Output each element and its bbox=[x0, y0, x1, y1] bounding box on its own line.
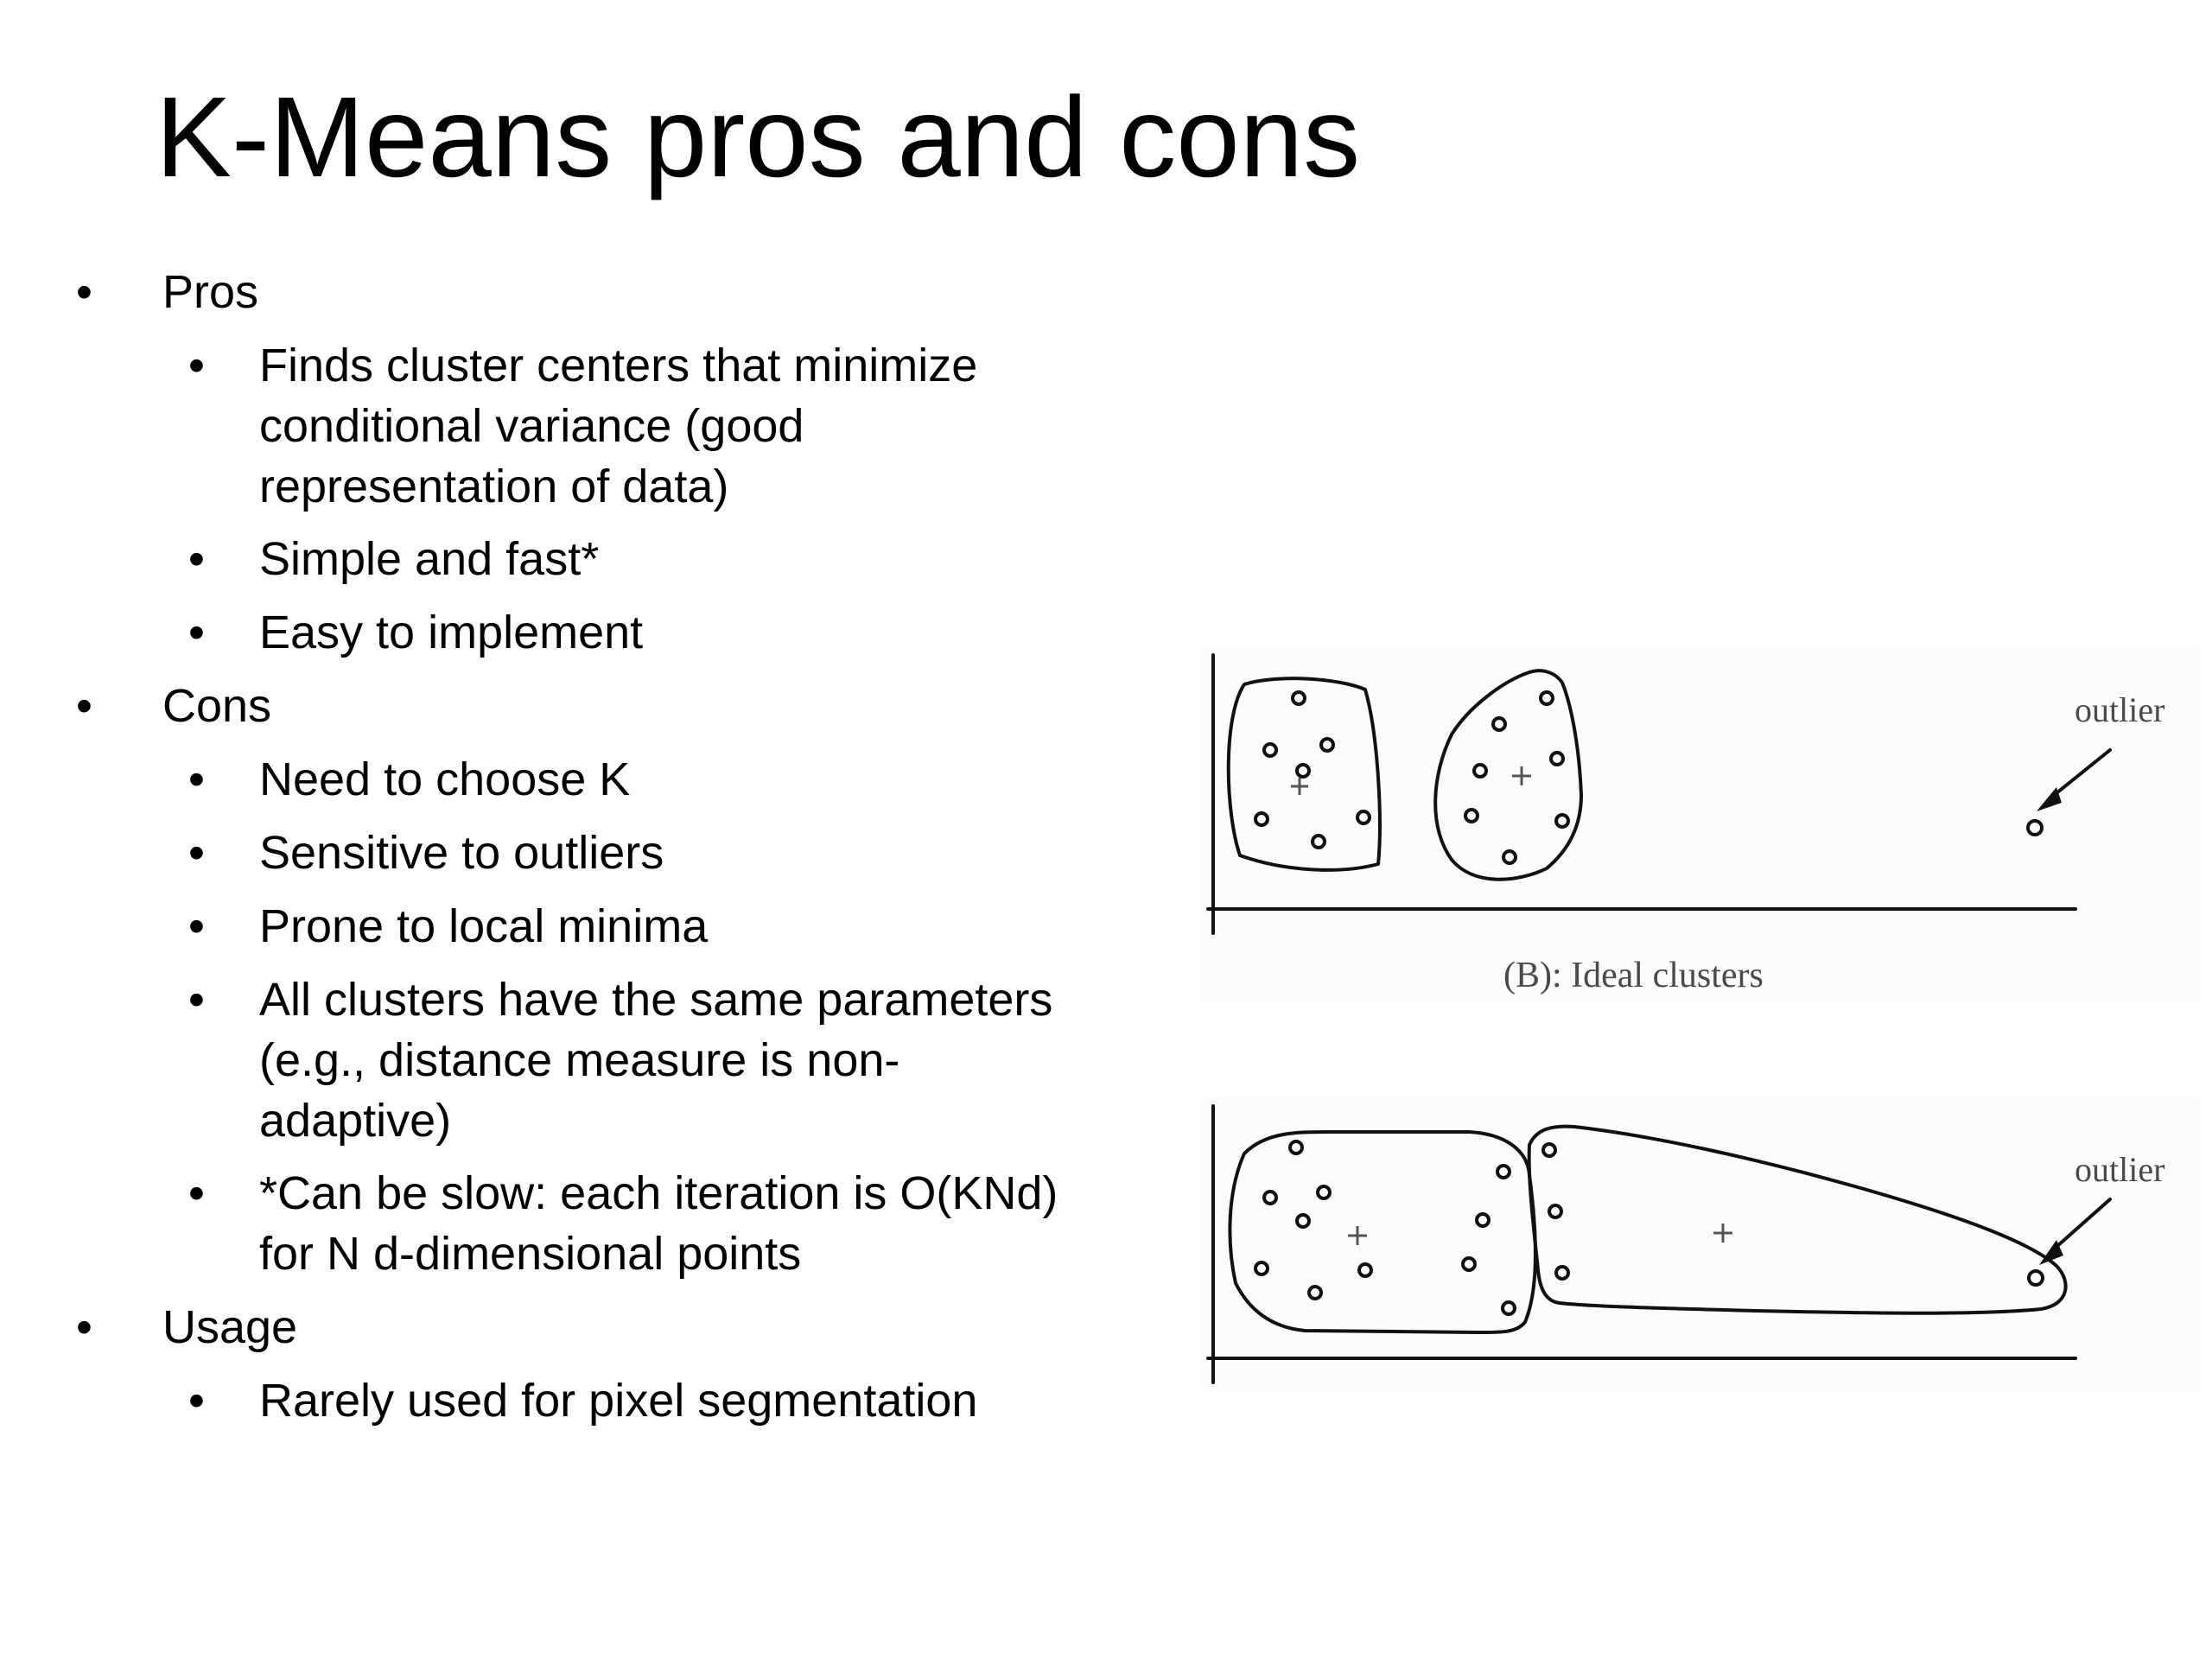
cluster-boundary bbox=[1529, 1127, 2066, 1313]
bullet-dot: • bbox=[76, 1301, 92, 1353]
data-point bbox=[1474, 765, 1486, 777]
cluster-boundary bbox=[1435, 671, 1581, 880]
data-point bbox=[1264, 744, 1276, 756]
bullet-list bbox=[0, 0, 1192, 1512]
bullet-dot: • bbox=[188, 827, 205, 879]
data-point bbox=[1497, 1166, 1510, 1178]
ideal-clusters-figure bbox=[1201, 648, 2203, 1002]
bullet-dot: • bbox=[188, 1375, 205, 1427]
ideal-clusters-diagram bbox=[1201, 648, 2203, 1002]
cluster-boundary bbox=[1230, 1132, 1535, 1332]
outlier-label: outlier bbox=[2075, 1150, 2165, 1189]
data-point bbox=[1543, 1144, 1555, 1156]
bullet-text: All clusters have the same parameters bbox=[259, 974, 1053, 1026]
data-point bbox=[1313, 836, 1325, 848]
bullet-dot: • bbox=[188, 753, 205, 805]
bullet-text: representation of data) bbox=[259, 461, 729, 512]
bullet-text: Finds cluster centers that minimize bbox=[259, 340, 978, 391]
bullet-dot: • bbox=[76, 266, 92, 318]
data-point bbox=[1541, 692, 1553, 704]
bullet-dot: • bbox=[76, 680, 92, 732]
bullet-pros: Pros bbox=[162, 266, 259, 318]
outlier-point bbox=[2028, 821, 2042, 835]
data-point bbox=[1297, 1215, 1309, 1227]
bullet-dot: • bbox=[188, 1167, 205, 1219]
bullet-text: Need to choose K bbox=[259, 753, 631, 805]
undesirable-clusters-diagram bbox=[1201, 1097, 2203, 1391]
data-point bbox=[1297, 765, 1309, 777]
figure-caption: (B): Ideal clusters bbox=[1503, 956, 1764, 995]
data-point bbox=[1255, 813, 1268, 825]
data-point bbox=[1549, 1205, 1561, 1217]
bullet-text: for N d-dimensional points bbox=[259, 1228, 802, 1280]
cluster-boundary bbox=[1229, 678, 1380, 870]
data-point bbox=[1318, 1186, 1330, 1198]
data-point bbox=[1290, 1141, 1302, 1154]
data-point bbox=[1357, 811, 1370, 823]
data-point bbox=[1493, 718, 1505, 730]
slide-title: K-Means pros and cons bbox=[156, 73, 1361, 200]
data-point bbox=[1359, 1264, 1371, 1276]
bullet-text: Prone to local minima bbox=[259, 900, 709, 952]
outlier-label: outlier bbox=[2075, 690, 2165, 729]
bullet-text: adaptive) bbox=[259, 1095, 452, 1147]
bullet-text: Rarely used for pixel segmentation bbox=[259, 1375, 978, 1427]
data-point bbox=[1465, 810, 1478, 822]
bullet-text: (e.g., distance measure is non- bbox=[259, 1034, 900, 1086]
data-point bbox=[1321, 739, 1333, 751]
outlier-point bbox=[2029, 1271, 2043, 1285]
data-point bbox=[1463, 1258, 1475, 1270]
data-point bbox=[1503, 851, 1516, 863]
data-point bbox=[1255, 1262, 1268, 1274]
bullet-text: *Can be slow: each iteration is O(KNd) bbox=[259, 1167, 1058, 1219]
data-point bbox=[1293, 692, 1305, 704]
bullet-dot: • bbox=[188, 533, 205, 585]
data-point bbox=[1503, 1302, 1515, 1314]
bullet-dot: • bbox=[188, 340, 205, 391]
bullet-text: Easy to implement bbox=[259, 607, 644, 658]
data-point bbox=[1556, 815, 1568, 827]
bullet-usage: Usage bbox=[162, 1301, 298, 1353]
data-point bbox=[1264, 1192, 1276, 1204]
bullet-dot: • bbox=[188, 900, 205, 952]
data-point bbox=[1477, 1214, 1489, 1226]
bullet-dot: • bbox=[188, 974, 205, 1026]
undesirable-clusters-figure bbox=[1201, 1097, 2203, 1391]
bullet-cons: Cons bbox=[162, 680, 272, 732]
data-point bbox=[1551, 753, 1563, 765]
bullet-text: Simple and fast* bbox=[259, 533, 600, 585]
bullet-text: conditional variance (good bbox=[259, 400, 804, 452]
bullet-text: Sensitive to outliers bbox=[259, 827, 664, 879]
data-point bbox=[1556, 1267, 1568, 1279]
data-point bbox=[1309, 1287, 1321, 1299]
bullet-dot: • bbox=[188, 607, 205, 658]
